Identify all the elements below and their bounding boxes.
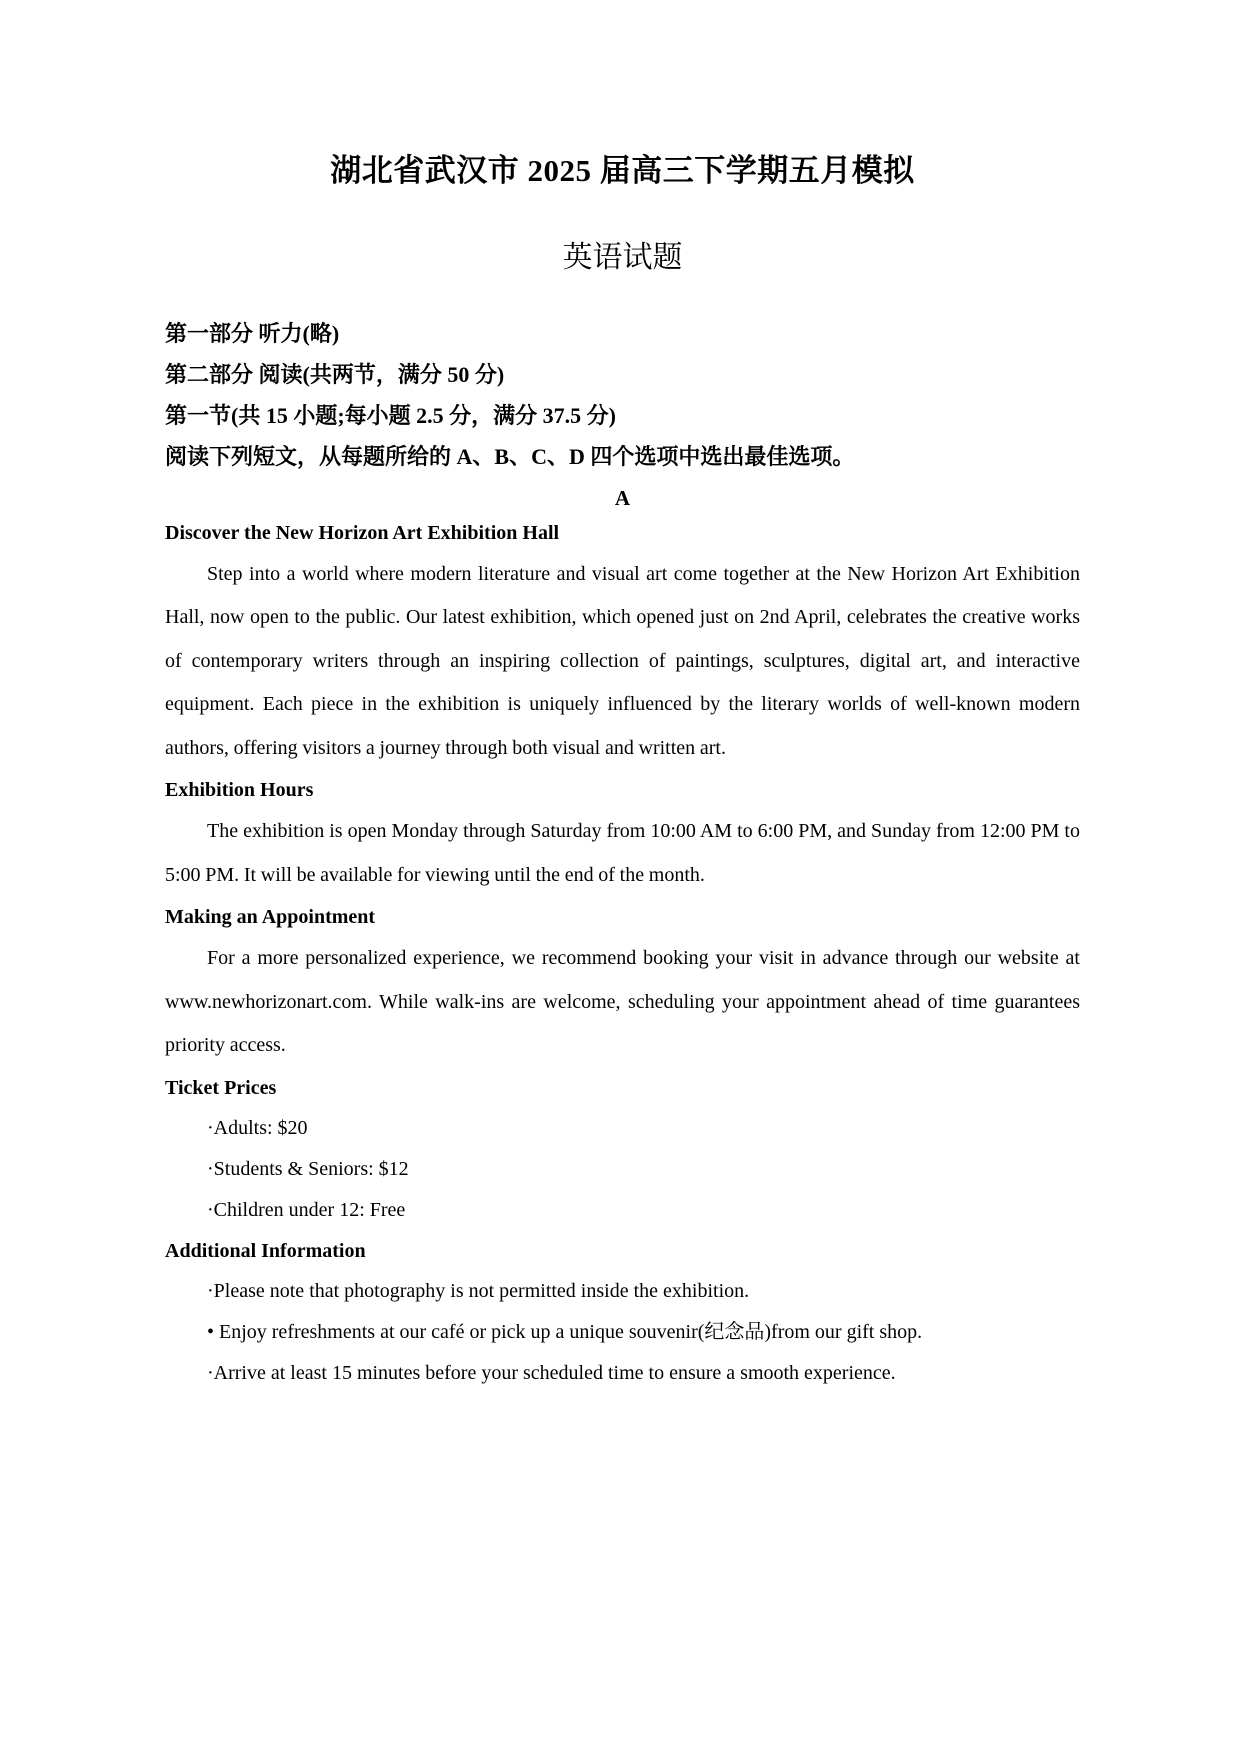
- ticket-prices-heading: Ticket Prices: [165, 1076, 277, 1099]
- exam-part-two: 第二部分 阅读(共两节，满分 50 分): [165, 362, 505, 387]
- passage-letter: A: [614, 485, 631, 510]
- exam-meta-block: [165, 314, 1080, 478]
- passage-heading: Discover the New Horizon Art Exhibition Hall: [165, 521, 560, 544]
- appointment-heading: Making an Appointment: [165, 906, 376, 929]
- passage-intro-paragraph: Step into a world where modern literature and visual art come together at the New Horizon Art Exhibition Hall, now open to the public. Our latest exhibition, which opened just on 2nd April, celebrates the creative works of contemporary writers through an inspiring collection of paintings, sculptures, digital art, and interactive equipment. Each piece in the exhibition is uniquely influenced by the literary worlds of well-known modern authors, offering visitors a journey through both visual and written art.: [165, 562, 1080, 759]
- ticket-price-item: ·Adults: $20: [207, 1117, 308, 1140]
- additional-information-item: ·Please note that photography is not permitted inside the exhibition.: [207, 1280, 750, 1303]
- document-title: 湖北省武汉市 2025 届高三下学期五月模拟: [330, 153, 915, 188]
- additional-information-item: ·Arrive at least 15 minutes before your scheduled time to ensure a smooth experience.: [207, 1362, 896, 1385]
- exam-part-one: 第一部分 听力(略): [165, 321, 340, 346]
- document-subtitle: 英语试题: [562, 240, 683, 274]
- exam-instruction: 阅读下列短文，从每题所给的 A、B、C、D 四个选项中选出最佳选项。: [165, 444, 855, 469]
- ticket-price-item: ·Children under 12: Free: [207, 1199, 406, 1222]
- additional-information-heading: Additional Information: [165, 1239, 366, 1262]
- appointment-body: For a more personalized experience, we recommend booking your visit in advance through our website at www.newhorizonart.com. While walk-ins are welcome, scheduling your appointment ahead of time guarantees priority access.: [165, 947, 1080, 1057]
- exhibition-hours-body: The exhibition is open Monday through Saturday from 10:00 AM to 6:00 PM, and Sunday from 12:00 PM to 5:00 PM. It will be available for viewing until the end of the month.: [165, 820, 1080, 886]
- exam-section-one: 第一节(共 15 小题;每小题 2.5 分，满分 37.5 分): [165, 403, 616, 428]
- exhibition-hours-heading: Exhibition Hours: [165, 779, 314, 802]
- ticket-price-item: ·Students & Seniors: $12: [207, 1158, 409, 1181]
- additional-information-item: • Enjoy refreshments at our café or pick up a unique souvenir(纪念品)from our gift shop.: [207, 1321, 923, 1344]
